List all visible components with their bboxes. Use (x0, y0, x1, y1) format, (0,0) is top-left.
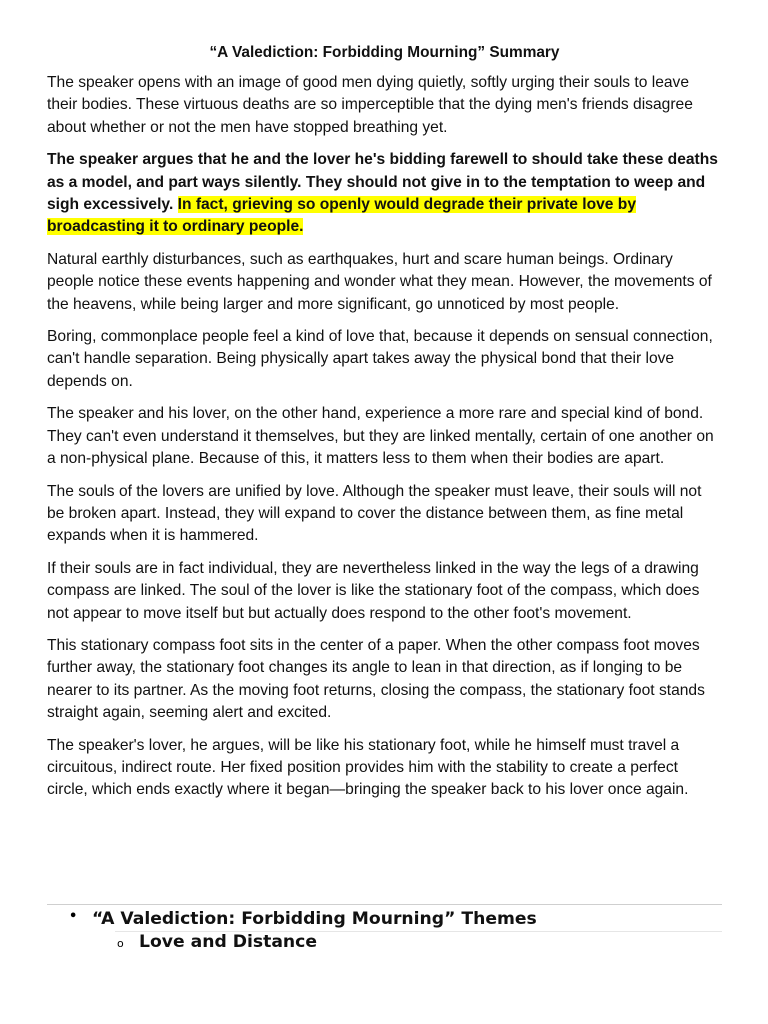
paragraph-7: If their souls are in fact individual, they are nevertheless linked in the way the legs of a drawing compass are linked. The soul of the lover is like the stationary foot of the compass, which does not appear to move itself but but actually does respond to the other foot's movement. (47, 559, 700, 622)
subsection-heading[interactable]: Love and Distance (139, 932, 318, 952)
page-title: “A Valediction: Forbidding Mourning” Summary (209, 44, 560, 61)
paragraph-4: Boring, commonplace people feel a kind of love that, because it depends on sensual connection, can't handle separation. Being physically apart takes away the physical bond that their love depends on. (47, 328, 713, 390)
paragraph-6: The souls of the lovers are unified by love. Although the speaker must leave, their souls will not be broken apart. Instead, they will expand to cover the distance between them, as fine metal expands when it is hammered. (47, 482, 702, 545)
highlighted-text: In fact, grieving so openly would degrade their private love by broadcasting it to ordinary people. (47, 196, 637, 236)
paragraph-3: Natural earthly disturbances, such as earthquakes, hurt and scare human beings. Ordinary people notice these events happening and wonder what they mean. However, the movements of the heavens, while being larger and more significant, go unnoticed by most people. (47, 250, 712, 313)
paragraph-1: The speaker opens with an image of good men dying quietly, softly urging their souls to leave their bodies. These virtuous deaths are so imperceptible that the dying men's friends disagree about whether or not the men have stopped breathing yet. (47, 74, 693, 136)
paragraph-2-bold (47, 149, 722, 239)
paragraph-8: This stationary compass foot sits in the center of a paper. When the other compass foot moves further away, the stationary foot changes its angle to lean in that direction, as if longing to be nearer to its partner. As the moving foot returns, closing the compass, the stationary foot stands straight again, seeming alert and excited. (47, 636, 705, 722)
document-page (47, 42, 722, 812)
paragraph-5: The speaker and his lover, on the other hand, experience a more rare and special kind of bond. They can't even understand it themselves, but they are linked mentally, certain of one another on a non-physical plane. Because of this, it matters less to them when their bodies are apart. (47, 405, 714, 468)
sub-bullet-icon: o (117, 937, 124, 950)
themes-outline (47, 904, 722, 954)
paragraph-9: The speaker's lover, he argues, will be like his stationary foot, while he himself must travel a circuitous, indirect route. Her fixed position provides him with the stability to create a perfect circle, which ends exactly where it began—bringing the speaker back to his lover once again. (47, 736, 689, 799)
outline-subsection-item[interactable] (115, 931, 722, 954)
section-heading[interactable]: “A Valediction: Forbidding Mourning” Themes (92, 909, 537, 929)
bullet-icon: • (69, 909, 78, 924)
bold-text: The speaker argues that he and the lover he's bidding farewell to should take these deaths as a model, and part ways silently. They should not give in to the temptation to weep and sigh excessively. (47, 151, 718, 214)
outline-section-item[interactable] (47, 904, 722, 931)
